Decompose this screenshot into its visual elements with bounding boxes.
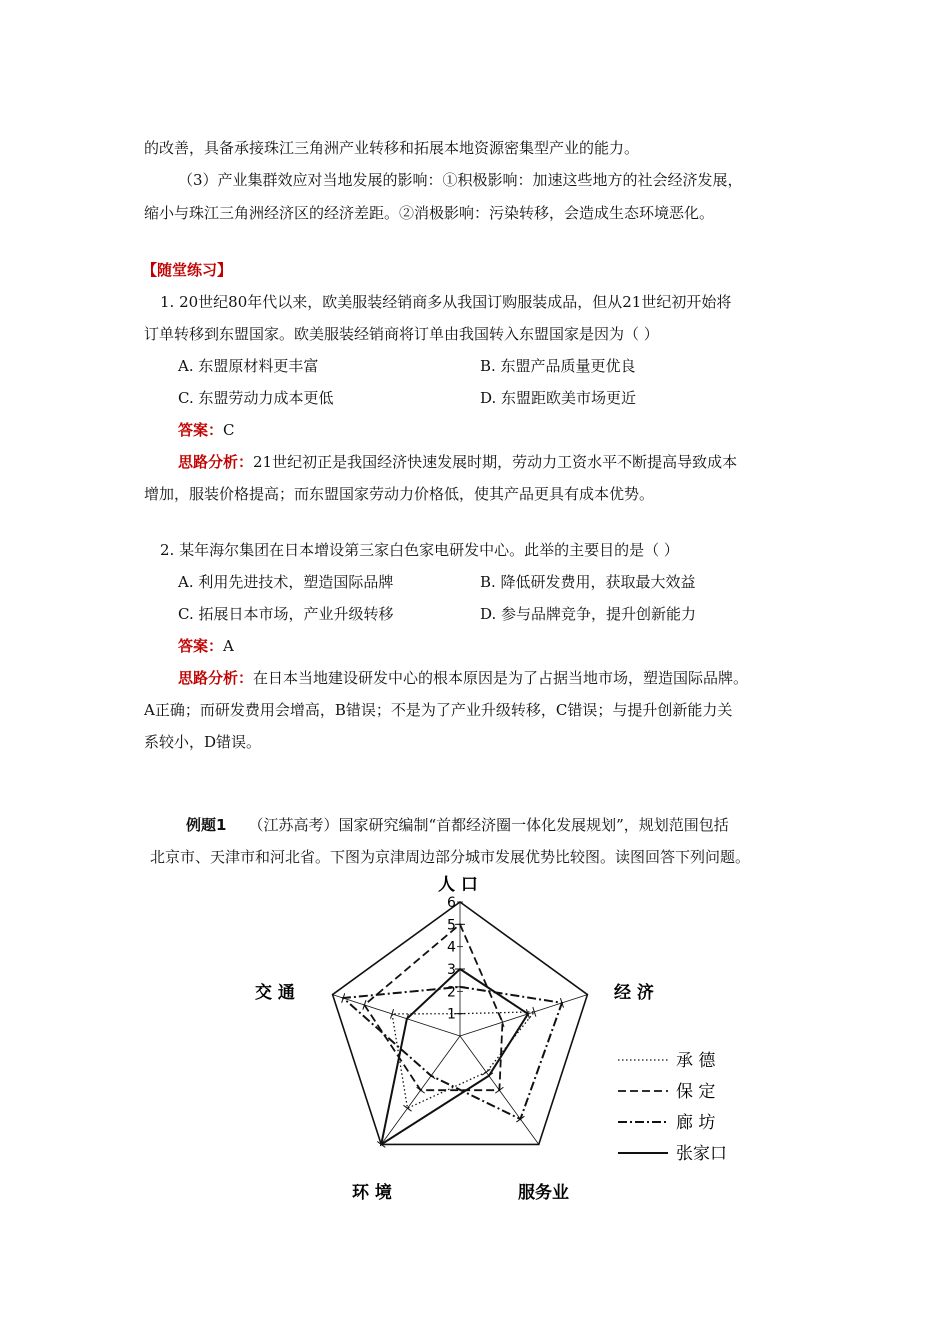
example-label: 例题1 xyxy=(186,816,227,834)
radar-chart xyxy=(240,862,740,1212)
q1-analysis-2: 增加，服装价格提高；而东盟国家劳动力价格低，使其产品更具有成本优势。 xyxy=(144,485,655,503)
q2-analysis-1 xyxy=(178,668,748,688)
q2-analysis-2: A正确；而研发费用会增高，B错误；不是为了产业升级转移，C错误；与提升创新能力关 xyxy=(144,701,733,719)
intro-line-1: 的改善，具备承接珠江三角洲产业转移和拓展本地资源密集型产业的能力。 xyxy=(144,139,640,157)
q2-answer-value: A xyxy=(223,637,234,655)
radar-axis-label: 经 济 xyxy=(614,983,654,1003)
q1-answer-value: C xyxy=(223,421,235,439)
q2-option-b: B. 降低研发费用，获取最大效益 xyxy=(480,573,696,591)
q1-analysis-label: 思路分析： xyxy=(178,453,254,471)
intro-line-3: 缩小与珠江三角洲经济区的经济差距。②消极影响：污染转移，会造成生态环境恶化。 xyxy=(144,204,715,222)
q2-option-c: C. 拓展日本市场，产业升级转移 xyxy=(178,605,394,623)
example-text-1: （江苏高考）国家研究编制“首都经济圈一体化发展规划”，规划范围包括 xyxy=(248,816,729,834)
radar-axis-label: 交 通 xyxy=(255,983,295,1003)
q2-analysis-label: 思路分析： xyxy=(178,669,254,687)
q1-option-a: A. 东盟原材料更丰富 xyxy=(178,357,319,375)
radar-tick-label: 2 xyxy=(447,984,456,1001)
example-line-1 xyxy=(186,815,729,835)
radar-tick-label: 1 xyxy=(447,1006,456,1023)
q1-analysis-1 xyxy=(178,452,737,472)
q1-answer xyxy=(178,420,235,440)
q2-analysis-3: 系较小，D错误。 xyxy=(144,733,262,751)
radar-tick-label: 3 xyxy=(447,962,456,978)
radar-axis-line xyxy=(333,995,460,1036)
q2-analysis-text: 在日本当地建设研发中心的根本原因是为了占据当地市场，塑造国际品牌。 xyxy=(253,669,749,687)
legend-label: 张家口 xyxy=(676,1144,727,1164)
radar-axis-label: 人 口 xyxy=(438,875,478,895)
radar-axis-label: 环 境 xyxy=(352,1183,392,1203)
radar-series-dotted xyxy=(392,1012,534,1108)
radar-point-mark xyxy=(417,1087,425,1093)
q2-option-a: A. 利用先进技术，塑造国际品牌 xyxy=(178,573,394,591)
legend-label: 廊 坊 xyxy=(676,1113,716,1133)
legend-label: 保 定 xyxy=(676,1082,716,1102)
q1-option-d: D. 东盟距欧美市场更近 xyxy=(480,389,637,407)
q2-option-d: D. 参与品牌竞争，提升创新能力 xyxy=(480,605,697,623)
practice-heading: 【随堂练习】 xyxy=(142,261,233,279)
q1-answer-label: 答案： xyxy=(178,421,224,439)
intro-line-2: （3）产业集群效应对当地发展的影响：①积极影响：加速这些地方的社会经济发展， xyxy=(178,171,743,189)
q1-analysis-text: 21世纪初正是我国经济快速发展时期，劳动力工资水平不断提高导致成本 xyxy=(253,453,738,471)
legend-label: 承 德 xyxy=(676,1051,716,1071)
example-line-2: 北京市、天津市和河北省。下图为京津周边部分城市发展优势比较图。读图回答下列问题。 xyxy=(150,848,751,866)
radar-tick-label: 5 xyxy=(447,917,456,934)
radar-point-mark xyxy=(485,1073,493,1079)
radar-axis-label: 服务业 xyxy=(518,1183,569,1203)
radar-axis-line xyxy=(460,995,587,1036)
q2-stem-1: 2. 某年海尔集团在日本增设第三家白色家电研发中心。此举的主要目的是（ ） xyxy=(160,541,679,559)
radar-tick-label: 6 xyxy=(447,895,456,911)
radar-point-mark xyxy=(427,1073,435,1079)
q2-answer-label: 答案： xyxy=(178,637,224,655)
q1-option-c: C. 东盟劳动力成本更低 xyxy=(178,389,334,407)
radar-tick-label: 4 xyxy=(447,939,456,956)
q1-stem-1: 1. 20世纪80年代以来，欧美服装经销商多从我国订购服装成品，但从21世纪初开始将 xyxy=(160,293,732,311)
q2-answer xyxy=(178,636,234,656)
q1-stem-2: 订单转移到东盟国家。欧美服装经销商将订单由我国转入东盟国家是因为（ ） xyxy=(144,325,659,343)
q1-option-b: B. 东盟产品质量更优良 xyxy=(480,357,636,375)
